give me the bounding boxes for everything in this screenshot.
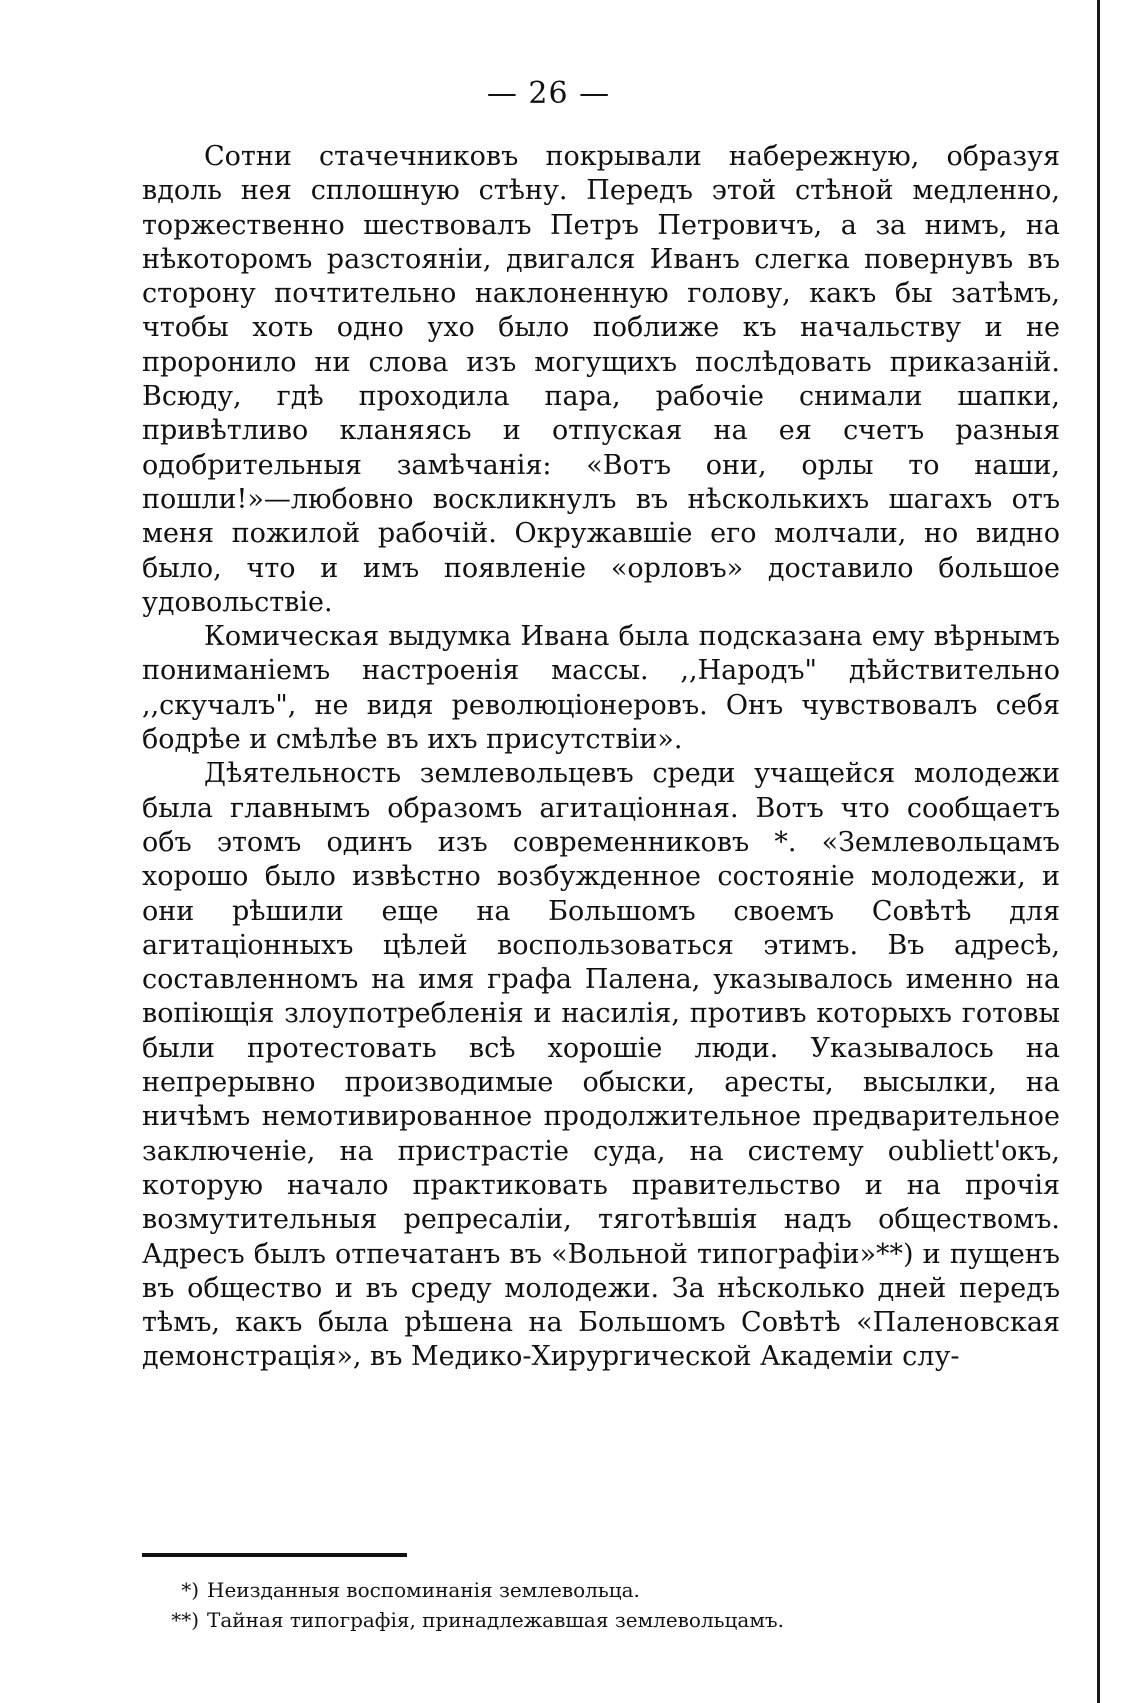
footnote-2 [142, 1605, 1072, 1635]
footnote-1 [142, 1575, 1072, 1605]
footnote-marker: **) [171, 1608, 199, 1632]
paragraph-3: Дѣятельность землевольцевъ среди учащейся молодежи была главнымъ образомъ агитаціонная. Вотъ что сообщаетъ объ этомъ одинъ изъ современниковъ *. «Землевольцамъ хорошо было извѣстно возбужденное состояніе молодежи, и они рѣшили еще на Большомъ своемъ Совѣтѣ для агитаціонныхъ цѣлей воспользоваться этимъ. Въ адресѣ, составленномъ на имя графа Палена, указывалось именно на вопіющія злоупотребленія и насилія, противъ которыхъ готовы были протестовать всѣ хорошіе люди. Указывалось на непрерывно производимые обыски, аресты, высылки, на ничѣмъ немотивированное продолжительное предварительное заключеніе, на пристрастіе суда, на систему oubliett'окъ, которую начало практиковать правительство и на прочія возмутительныя репресаліи, тяготѣвшія надъ обществомъ. Адресъ былъ отпечатанъ въ «Вольной типографіи»**) и пущенъ въ общество и въ среду молодежи. За нѣсколько дней передъ тѣмъ, какъ была рѣшена на Большомъ Совѣтѣ «Паленовская демонстрація», въ Медико-Хирургической Академіи слу- [142, 758, 1060, 1373]
page-edge-rule [1097, 0, 1100, 1703]
body-text [142, 140, 1060, 1375]
paragraph-2: Комическая выдумка Ивана была подсказана ему вѣрнымъ пониманіемъ настроенія массы. ,,Народъ" дѣйствительно ,,скучалъ", не видя революціонеровъ. Онъ чувствовалъ себя бодрѣе и смѣлѣе въ ихъ присутствіи». [142, 621, 1060, 756]
footnote-marker: *) [181, 1578, 199, 1602]
footnote-text: Неизданныя воспоминанія землевольца. [207, 1578, 640, 1602]
footnote-text: Тайная типографія, принадлежавшая землевольцамъ. [207, 1608, 784, 1632]
footnotes [142, 1575, 1072, 1635]
paragraph-1: Сотни стачечниковъ покрывали набережную, образуя вдоль нея сплошную стѣну. Передъ этой стѣной медленно, торжественно шествовалъ Петръ Петровичъ, а за нимъ, на нѣкоторомъ разстояніи, двигался Иванъ слегка повернувъ въ сторону почтительно наклоненную голову, какъ бы затѣмъ, чтобы хоть одно ухо было поближе къ начальству и не проронило ни слова изъ могущихъ послѣдовать приказаній. Всюду, гдѣ проходила пара, рабочіе снимали шапки, привѣтливо кланяясь и отпуская на ея счетъ разныя одобрительныя замѣчанія: «Вотъ они, орлы то наши, пошли!»—любовно воскликнулъ въ нѣсколькихъ шагахъ отъ меня пожилой рабочій. Окружавшіе его молчали, но видно было, что и имъ появленіе «орловъ» доставило большое удовольствіе. [142, 141, 1060, 618]
page-number: — 26 — [486, 76, 611, 111]
footnote-divider [142, 1553, 407, 1557]
